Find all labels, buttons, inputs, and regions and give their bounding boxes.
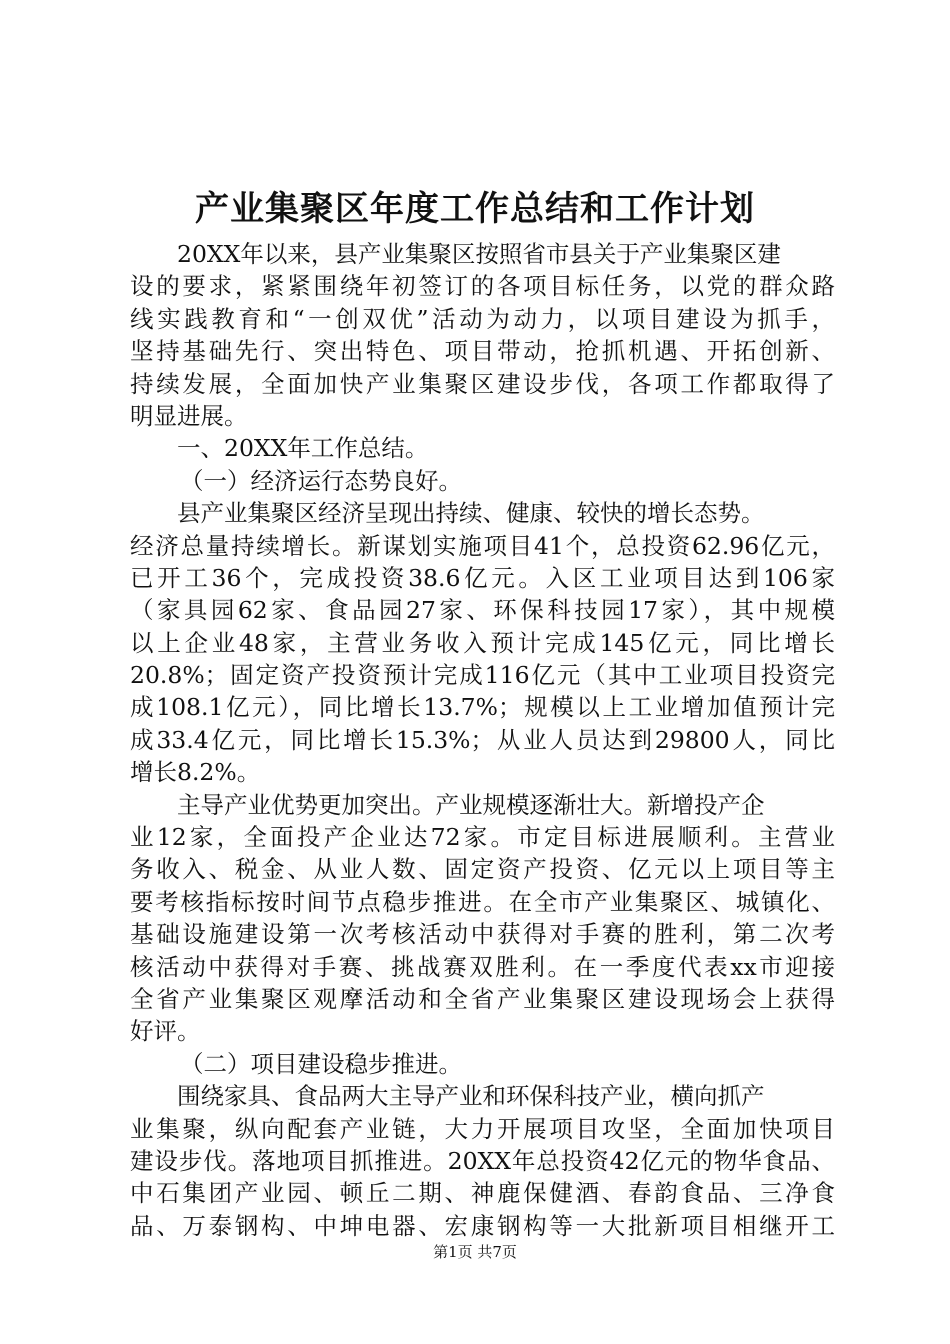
- paragraph-line: 持续发展，全面加快产业集聚区建设步伐，各项工作都取得了: [130, 369, 835, 398]
- paragraph-line: 20.8%；固定资产投资预计完成116亿元（其中工业项目投资完: [130, 661, 835, 690]
- paragraph-line: 中石集团产业园、顿丘二期、神鹿保健酒、春韵食品、三净食: [130, 1179, 835, 1208]
- paragraph-line: 业集聚，纵向配套产业链，大力开展项目攻坚，全面加快项目: [130, 1114, 835, 1143]
- paragraph-line: 务收入、税金、从业人数、固定资产投资、亿元以上项目等主: [130, 855, 835, 884]
- section-heading: 一、20XX年工作总结。: [177, 434, 429, 463]
- paragraph-line: 成33.4亿元，同比增长15.3%；从业人员达到29800人，同比: [130, 725, 835, 754]
- paragraph-line: 已开工36个，完成投资38.6亿元。入区工业项目达到106家: [130, 563, 835, 592]
- paragraph-line: 基础设施建设第一次考核活动中获得对手赛的胜利，第二次考: [130, 920, 835, 949]
- paragraph-line: 品、万泰钢构、中坤电器、宏康钢构等一大批新项目相继开工: [130, 1211, 835, 1240]
- paragraph-line: 设的要求，紧紧围绕年初签订的各项目标任务，以党的群众路: [130, 272, 835, 301]
- paragraph-line: 线实践教育和“一创双优”活动为动力，以项目建设为抓手，: [130, 304, 835, 333]
- paragraph-line: 好评。: [130, 1017, 201, 1046]
- paragraph-line: 主导产业优势更加突出。产业规模逐渐壮大。新增投产企: [177, 790, 765, 819]
- paragraph-line: 要考核指标按时间节点稳步推进。在全市产业集聚区、城镇化、: [130, 887, 835, 916]
- paragraph-line: 建设步伐。落地项目抓推进。20XX年总投资42亿元的物华食品、: [130, 1146, 835, 1175]
- paragraph-line: 20XX年以来，县产业集聚区按照省市县关于产业集聚区建: [177, 240, 781, 268]
- paragraph-line: 成108.1亿元），同比增长13.7%；规模以上工业增加值预计完: [130, 693, 835, 722]
- paragraph-line: 明显进展。: [130, 401, 248, 430]
- subsection-heading: （二）项目建设稳步推进。: [180, 1049, 462, 1078]
- page-number: 第1页 共7页: [433, 1243, 517, 1261]
- paragraph-line: 全省产业集聚区观摩活动和全省产业集聚区建设现场会上获得: [130, 984, 835, 1013]
- paragraph-line: 县产业集聚区经济呈现出持续、健康、较快的增长态势。: [177, 499, 765, 528]
- document-title: 产业集聚区年度工作总结和工作计划: [195, 189, 755, 229]
- paragraph-line: （家具园62家、食品园27家、环保科技园17家），其中规模: [130, 596, 835, 625]
- paragraph-line: 增长8.2%。: [130, 758, 261, 787]
- paragraph-line: 核活动中获得对手赛、挑战赛双胜利。在一季度代表xx市迎接: [130, 952, 835, 981]
- paragraph-line: 以上企业48家，主营业务收入预计完成145亿元，同比增长: [130, 628, 835, 657]
- document-body: [130, 238, 835, 1242]
- subsection-heading: （一）经济运行态势良好。: [180, 466, 462, 495]
- paragraph-line: 业12家，全面投产企业达72家。市定目标进展顺利。主营业: [130, 823, 835, 852]
- paragraph-line: 坚持基础先行、突出特色、项目带动，抢抓机遇、开拓创新、: [130, 337, 835, 366]
- paragraph-line: 经济总量持续增长。新谋划实施项目41个，总投资62.96亿元，: [130, 531, 835, 560]
- paragraph-line: 围绕家具、食品两大主导产业和环保科技产业，横向抓产: [177, 1082, 765, 1111]
